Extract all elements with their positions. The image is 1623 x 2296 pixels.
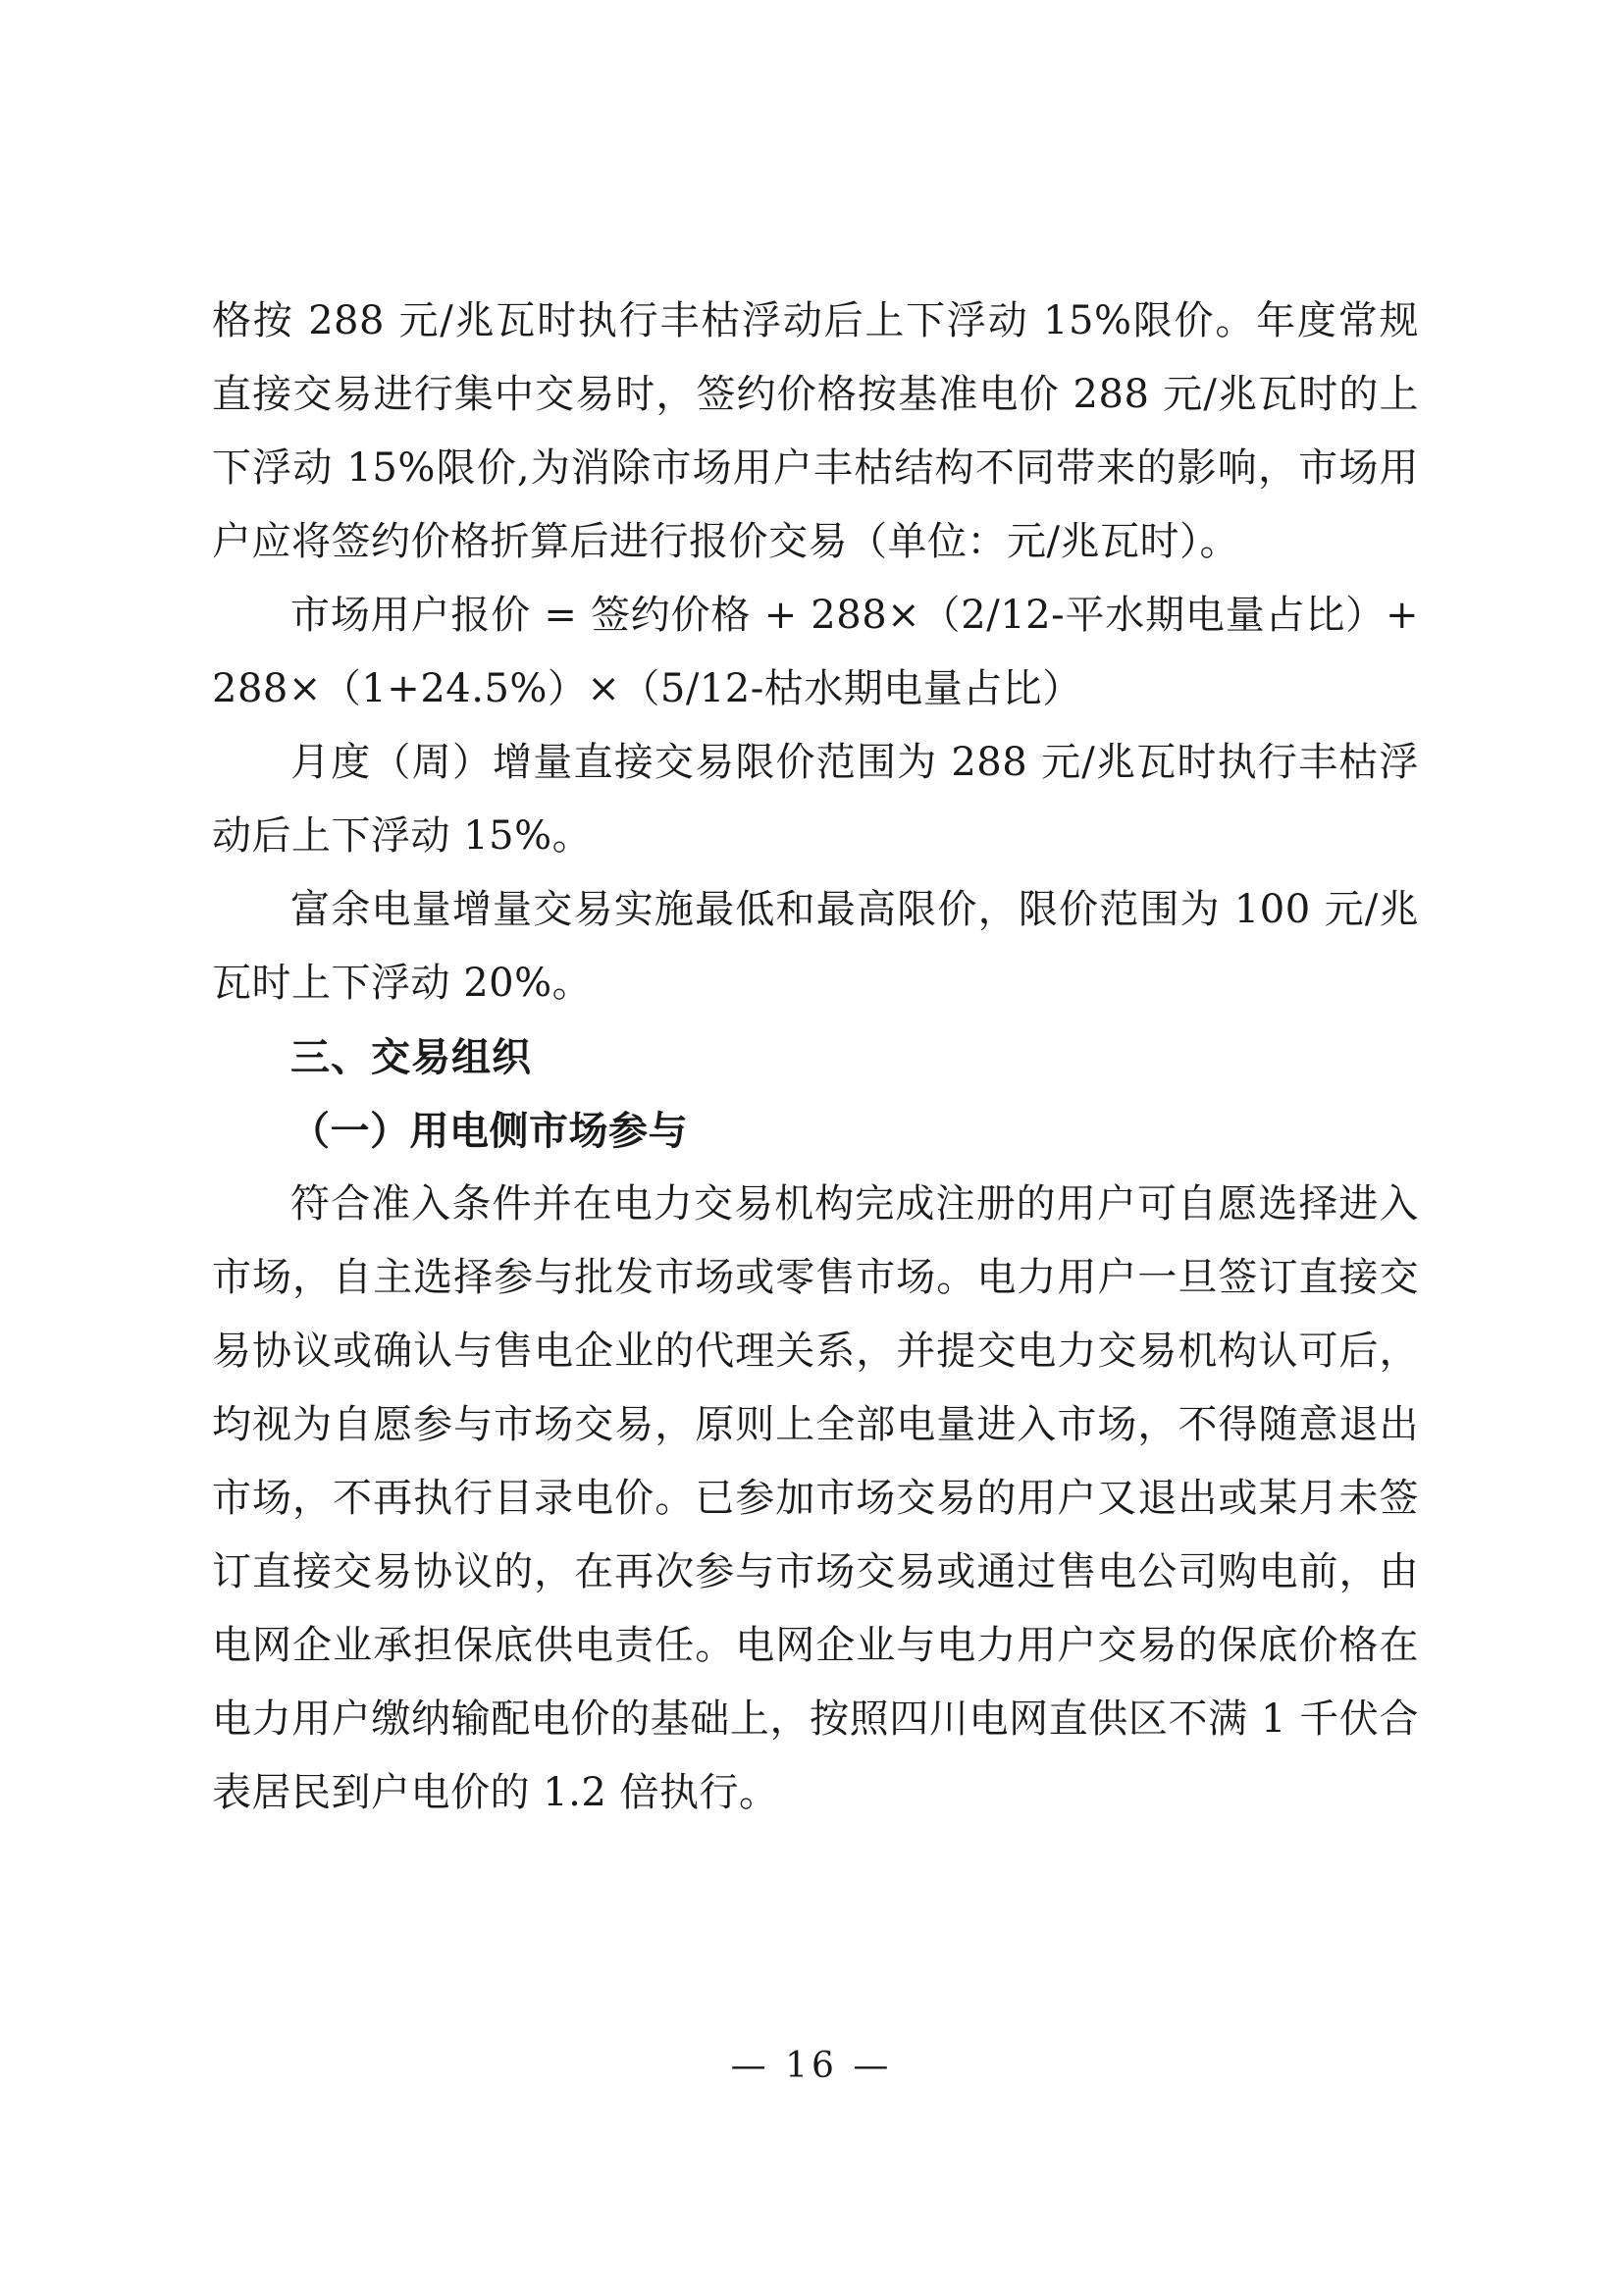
page-footer	[0, 2046, 1623, 2086]
paragraph-price-cap: 格按 288 元/兆瓦时执行丰枯浮动后上下浮动 15%限价。年度常规直接交易进行集中交易时，签约价格按基准电价 288 元/兆瓦时的上下浮动 15%限价,为消除市场用户丰枯结构不同带来的影响，市场用户应将签约价格折算后进行报价交易（单位：元/兆瓦时）。	[212, 298, 1419, 564]
paragraph-market-participation: 符合准入条件并在电力交易机构完成注册的用户可自愿选择进入市场，自主选择参与批发市场或零售市场。电力用户一旦签订直接交易协议或确认与售电企业的代理关系，并提交电力交易机构认可后，均视为自愿参与市场交易，原则上全部电量进入市场，不得随意退出市场，不再执行目录电价。已参加市场交易的用户又退出或某月未签订直接交易协议的，在再次参与市场交易或通过售电公司购电前，由电网企业承担保底供电责任。电网企业与电力用户交易的保底价格在电力用户缴纳输配电价的基础上，按照四川电网直供区不满 1 千伏合表居民到户电价的 1.2 倍执行。	[212, 1181, 1419, 1815]
paragraph-monthly-incremental: 月度（周）增量直接交易限价范围为 288 元/兆瓦时执行丰枯浮动后上下浮动 15%。	[212, 740, 1419, 859]
paragraph-formula: 市场用户报价 = 签约价格 + 288×（2/12-平水期电量占比）+ 288×（1+24.5%）×（5/12-枯水期电量占比）	[212, 593, 1419, 711]
paragraph-surplus-power: 富余电量增量交易实施最低和最高限价，限价范围为 100 元/兆瓦时上下浮动 20%。	[212, 887, 1419, 1006]
document-body	[212, 285, 1419, 1830]
subsection-heading-demand-side-participation: （一）用电侧市场参与	[290, 1108, 688, 1154]
section-heading-trade-organization: 三、交易组织	[290, 1034, 532, 1080]
page-number: — 16 —	[730, 2046, 893, 2086]
